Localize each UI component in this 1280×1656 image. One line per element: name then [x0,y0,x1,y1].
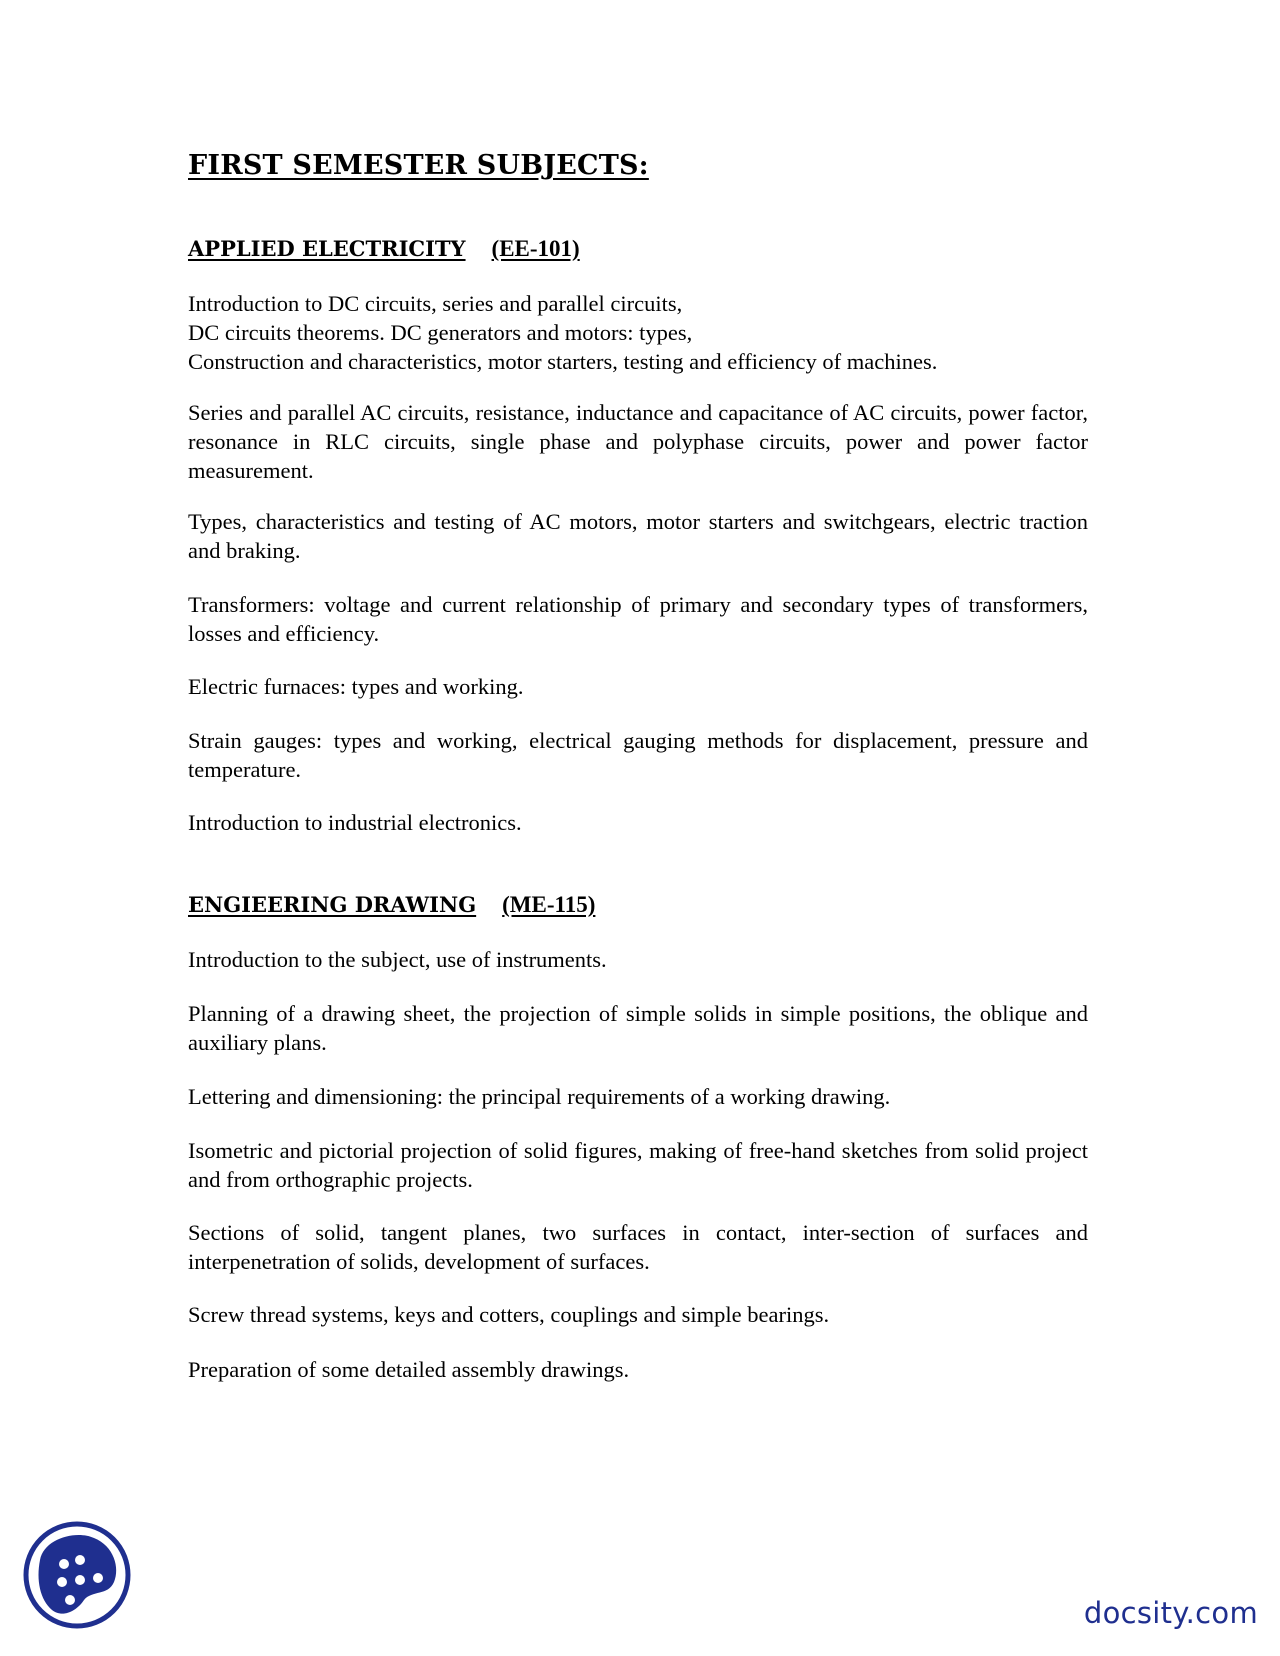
paragraph-text: Transformers: voltage and current relationship of primary and secondary types of transformers, losses and efficiency. [188,592,1088,646]
paragraph [188,999,1088,1057]
section-applied-electricity [188,234,1088,264]
paragraph [188,945,1088,974]
intro-line: DC circuits theorems. DC generators and motors: types, [188,320,693,345]
paragraph [188,726,1088,784]
section-heading [188,234,1088,264]
paragraph-text: Electric furnaces: types and working. [188,674,524,699]
page-title: FIRST SEMESTER SUBJECTS: [188,150,649,181]
subject-code: (ME-115) [502,892,596,917]
subject-name: ENGIEERING DRAWING [188,892,477,917]
paragraph-text: Strain gauges: types and working, electrical gauging methods for displacement, pressure and temperature. [188,728,1088,782]
paragraph [188,1300,1088,1329]
intro-line: Construction and characteristics, motor starters, testing and efficiency of machines. [188,349,938,374]
subject-name: APPLIED ELECTRICITY [188,236,466,261]
paragraph [188,507,1088,565]
paragraph-text: Sections of solid, tangent planes, two surfaces in contact, inter-section of surfaces and interpenetration of solids, development of surfaces. [188,1220,1088,1274]
docsity-logo-icon [22,1520,132,1630]
paragraph [188,1136,1088,1194]
paragraph-text: Introduction to industrial electronics. [188,810,522,835]
paragraph-text: Introduction to the subject, use of instruments. [188,947,607,972]
section-heading [188,890,1088,920]
paragraph [188,672,1088,701]
section-engineering-drawing [188,890,1088,920]
paragraph [188,808,1088,837]
paragraph [188,398,1088,485]
paragraph [188,1355,1088,1384]
paragraph-text: Series and parallel AC circuits, resistance, inductance and capacitance of AC circuits, power factor, resonance in RLC circuits, single phase and polyphase circuits, power and power factor measurement. [188,400,1088,483]
paragraph [188,1218,1088,1276]
paragraph-text: Isometric and pictorial projection of solid figures, making of free-hand sketches from solid project and from orthographic projects. [188,1138,1088,1192]
docsity-brand-link[interactable]: docsity.com [1083,1596,1258,1630]
paragraph [188,1082,1088,1111]
paragraph-text: Lettering and dimensioning: the principal requirements of a working drawing. [188,1084,891,1109]
paragraph-text: Planning of a drawing sheet, the projection of simple solids in simple positions, the oblique and auxiliary plans. [188,1001,1088,1055]
intro-line: Introduction to DC circuits, series and parallel circuits, [188,291,683,316]
intro-block [188,289,1088,376]
paragraph-text: Preparation of some detailed assembly drawings. [188,1357,630,1382]
paragraph [188,590,1088,648]
paragraph-text: Types, characteristics and testing of AC motors, motor starters and switchgears, electric traction and braking. [188,509,1088,563]
paragraph-text: Screw thread systems, keys and cotters, couplings and simple bearings. [188,1302,830,1327]
subject-code: (EE-101) [491,236,580,261]
